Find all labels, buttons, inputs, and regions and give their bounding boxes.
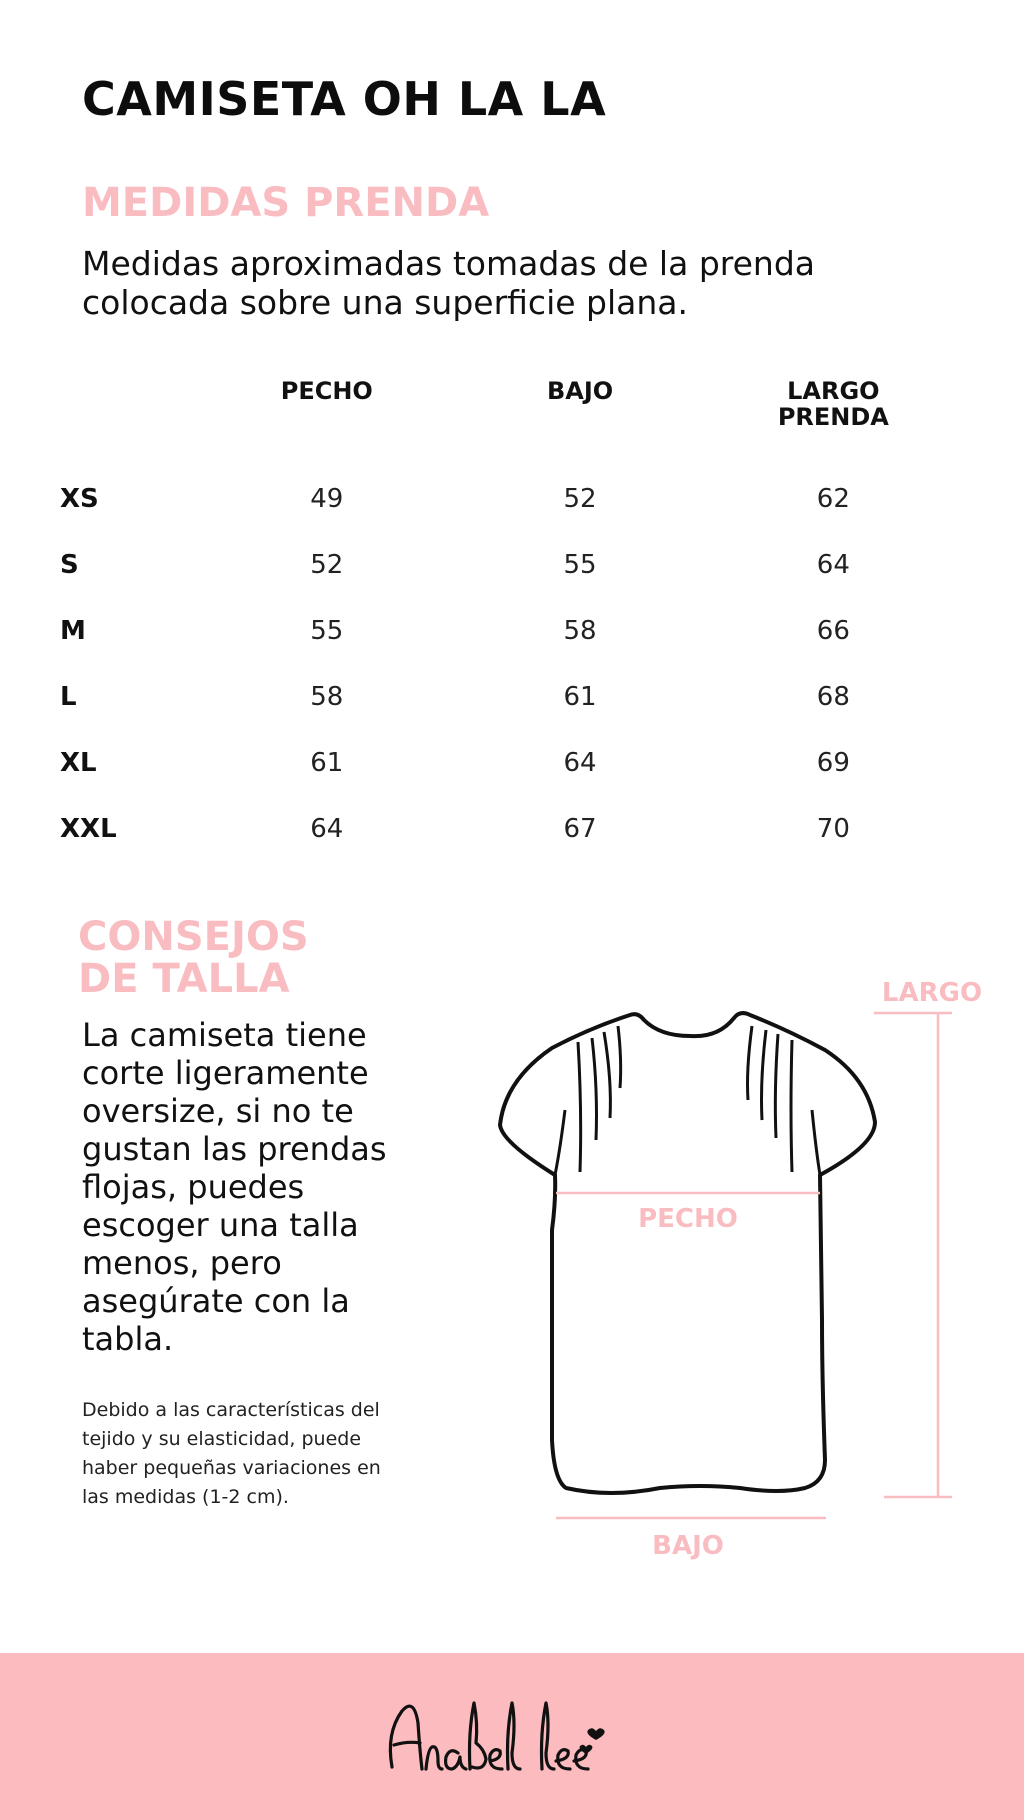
pleat-right-4 [791,1040,792,1172]
table-row [60,598,960,664]
tips-body: La camiseta tiene corte ligeramente oversize, si no te gustan las prendas flojas, puedes escoger una talla menos, pero asegúrate con la tabla. [82,1016,387,1358]
tshirt-diagram [470,960,990,1570]
pecho-label: PECHO [638,1204,738,1234]
pecho-value: 55 [310,616,344,646]
pleat-right-1 [748,1026,753,1100]
size-table [60,378,960,862]
pleat-left-1 [578,1042,581,1172]
size-label: XXL [60,814,117,844]
sleeve-seam-right [812,1110,820,1175]
pleat-right-3 [775,1034,778,1138]
tips-heading-line2: DE TALLA [78,956,290,1002]
bajo-value: 61 [563,682,597,712]
pecho-value: 58 [310,682,344,712]
header-bajo: BAJO [546,377,614,405]
bajo-value: 64 [563,748,597,778]
header-largo-label: LARGO PRENDA [777,377,889,431]
largo-value: 68 [816,682,850,712]
tshirt-outline [500,1013,875,1493]
brand-logo [380,1683,644,1793]
pleat-left-3 [604,1032,610,1118]
header-pecho: PECHO [280,377,373,405]
bajo-value: 55 [563,550,597,580]
table-row [60,796,960,862]
size-label: L [60,682,77,712]
bajo-label: BAJO [652,1531,724,1561]
largo-label: LARGO [881,978,983,1008]
largo-value: 69 [816,748,850,778]
size-label: M [60,616,86,646]
pecho-value: 52 [310,550,344,580]
largo-value: 66 [816,616,850,646]
pecho-value: 64 [310,814,344,844]
table-row [60,664,960,730]
size-label: XL [60,748,97,778]
table-row [60,466,960,532]
size-table-body [60,466,960,862]
tips-heading-line1: CONSEJOS [78,914,309,960]
pleat-right-2 [762,1030,767,1120]
largo-value: 70 [816,814,850,844]
tips-note: Debido a las características del tejido y su elasticidad, puede haber pequeñas variaciones en las medidas (1-2 cm). [82,1399,381,1508]
pleat-left-2 [592,1038,597,1140]
footer-bar [0,1653,1024,1820]
size-label: S [60,550,79,580]
pecho-value: 61 [310,748,344,778]
bajo-value: 52 [563,484,597,514]
tips-heading [78,916,309,1000]
bajo-value: 58 [563,616,597,646]
pleat-left-4 [618,1026,621,1088]
largo-value: 64 [816,550,850,580]
header-largo [707,378,960,466]
pecho-value: 49 [310,484,344,514]
page-title: CAMISETA OH LA LA [82,72,607,126]
table-row [60,730,960,796]
measures-intro: Medidas aproximadas tomadas de la prenda colocada sobre una superficie plana. [82,244,815,322]
table-row [60,532,960,598]
largo-value: 62 [816,484,850,514]
size-label: XS [60,484,99,514]
bajo-value: 67 [563,814,597,844]
measures-heading: MEDIDAS PRENDA [82,180,490,226]
header-size [60,378,200,466]
sleeve-seam-left [555,1110,565,1175]
size-table-header [60,378,960,466]
